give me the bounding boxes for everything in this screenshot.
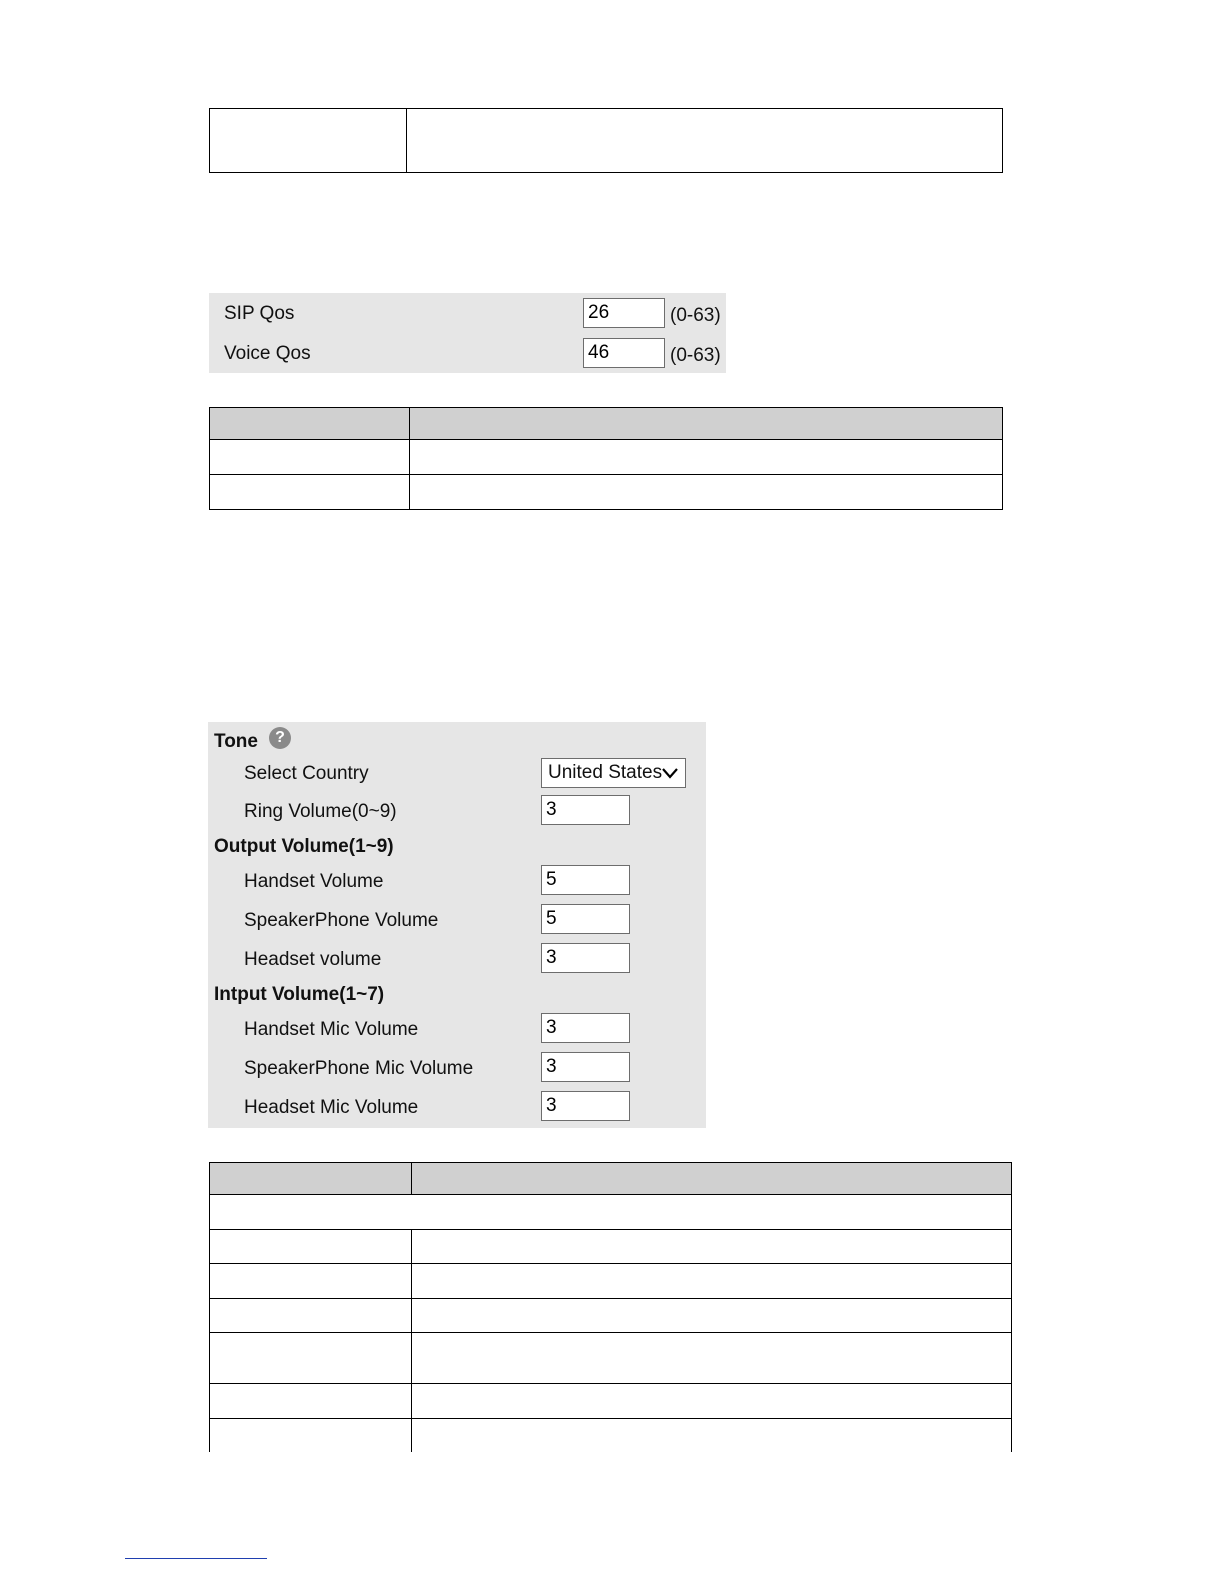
speakerphone-mic-volume-input[interactable] — [541, 1052, 630, 1082]
tone-table — [209, 1162, 1012, 1452]
country-select[interactable] — [541, 758, 686, 788]
handset-volume-input[interactable] — [541, 865, 630, 895]
qos-table — [209, 407, 1003, 510]
handset-volume-label: Handset Volume — [244, 871, 384, 892]
output-volume-heading: Output Volume(1~9) — [214, 836, 394, 857]
qos-table-header-1 — [210, 408, 410, 440]
table-row-cell — [210, 475, 410, 510]
speakerphone-volume-label: SpeakerPhone Volume — [244, 910, 439, 931]
select-country-label: Select Country — [244, 763, 369, 784]
headset-mic-volume-input[interactable] — [541, 1091, 630, 1121]
table-row-cell — [210, 1299, 412, 1333]
voice-qos-label: Voice Qos — [224, 343, 311, 364]
headset-mic-volume-label: Headset Mic Volume — [244, 1097, 419, 1118]
table-row-cell — [412, 1230, 1012, 1264]
headset-volume-label: Headset volume — [244, 949, 382, 970]
table-row-cell — [412, 1419, 1012, 1453]
speakerphone-volume-input[interactable] — [541, 904, 630, 934]
table-row-cell — [412, 1384, 1012, 1419]
tone-table-header-1 — [210, 1163, 412, 1195]
table-row-cell — [410, 475, 1003, 510]
tone-panel — [208, 722, 706, 1128]
sip-qos-input[interactable] — [583, 298, 665, 328]
question-mark-icon[interactable]: ? — [269, 727, 291, 749]
top-table-cell-1 — [210, 109, 407, 173]
table-row-cell — [210, 1333, 412, 1384]
speakerphone-mic-volume-label: SpeakerPhone Mic Volume — [244, 1058, 474, 1079]
footer-link-underline[interactable] — [125, 1558, 267, 1559]
ring-volume-label: Ring Volume(0~9) — [244, 801, 397, 822]
qos-table-header-2 — [410, 408, 1003, 440]
top-table — [209, 108, 1003, 173]
table-row-cell — [210, 1384, 412, 1419]
table-row-cell — [210, 1419, 412, 1453]
table-row-cell — [410, 440, 1003, 475]
country-select-value: United States — [548, 762, 663, 783]
table-row-cell — [210, 1230, 412, 1264]
table-row-cell — [412, 1299, 1012, 1333]
voice-qos-range: (0-63) — [670, 345, 721, 366]
tone-table-section-row — [210, 1195, 1012, 1230]
handset-mic-volume-input[interactable] — [541, 1013, 630, 1043]
tone-table-clip — [209, 1162, 1013, 1452]
table-row-cell — [210, 1264, 412, 1299]
top-table-cell-2 — [407, 109, 1003, 173]
sip-qos-label: SIP Qos — [224, 303, 295, 324]
sip-qos-range: (0-63) — [670, 305, 721, 326]
tone-table-header-2 — [412, 1163, 1012, 1195]
table-row-cell — [412, 1264, 1012, 1299]
table-row-cell — [210, 440, 410, 475]
ring-volume-input[interactable] — [541, 795, 630, 825]
headset-volume-input[interactable] — [541, 943, 630, 973]
input-volume-heading: Intput Volume(1~7) — [214, 984, 385, 1005]
handset-mic-volume-label: Handset Mic Volume — [244, 1019, 419, 1040]
voice-qos-input[interactable] — [583, 338, 665, 368]
qos-panel — [209, 293, 726, 373]
chevron-down-icon — [661, 764, 679, 782]
table-row-cell — [412, 1333, 1012, 1384]
tone-heading: Tone — [214, 731, 258, 752]
